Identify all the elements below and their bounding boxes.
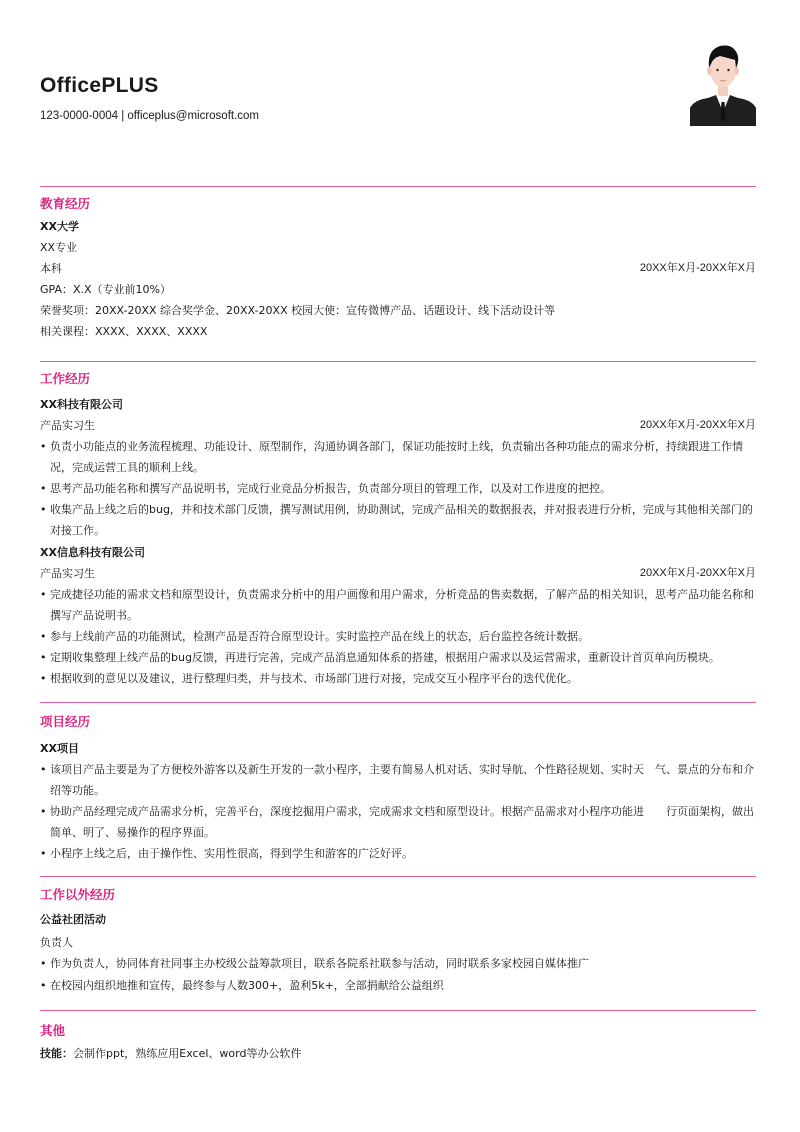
degree-row: [40, 258, 756, 279]
education-dates: 20XX年X月-20XX年X月: [639, 262, 756, 274]
company-name: XX科技有限公司: [40, 398, 123, 411]
work-section: [40, 369, 756, 694]
organization-name: 公益社团活动: [40, 913, 106, 926]
list-item: • 小程序上线之后，由于操作性、实用性很高，得到学生和游客的广泛好评。: [40, 843, 762, 864]
bullet-icon: •: [40, 482, 47, 495]
school-name: XX大学: [40, 220, 79, 233]
section-title: 工作经历: [40, 371, 91, 386]
bullet-icon: •: [40, 588, 47, 601]
list-item: • 参与上线前产品的功能测试，检测产品是否符合原型设计。实时监控产品在线上的状态，后台监控各统计数据。: [40, 626, 762, 647]
bullet-icon: •: [40, 805, 47, 818]
bullet-icon: •: [40, 503, 47, 516]
section-title: 教育经历: [40, 196, 91, 211]
education-section: [40, 194, 756, 344]
list-item: • 协助产品经理完成产品需求分析，完善平台，深度挖掘用户需求，完成需求文档和原型设计。根据产品需求对小程序功能进 行页面架构，做出简单、明了、易操作的程序界面。: [40, 801, 762, 843]
skills-label: 技能：: [40, 1047, 73, 1060]
bullet-icon: •: [40, 957, 47, 970]
section-title: 工作以外经历: [40, 887, 116, 902]
other-section: [40, 1021, 756, 1071]
degree: 本科: [40, 262, 62, 275]
project-section: [40, 712, 756, 867]
bullet-icon: •: [40, 847, 47, 860]
list-item: • 在校园内组织地推和宣传，最终参与人数300+，盈利5k+，全部捐献给公益组织: [40, 975, 762, 996]
divider: [40, 361, 756, 362]
section-title: 项目经历: [40, 714, 91, 729]
list-item: • 该项目产品主要是为了方便校外游客以及新生开发的一款小程序，主要有简易人机对话、实时导航、个性路径规划、实时天 气、景点的分布和介绍等功能。: [40, 759, 762, 801]
divider: [40, 1010, 756, 1011]
list-item: • 思考产品功能名称和撰写产品说明书，完成行业竞品分析报告，负责部分项目的管理工作，以及对工作进度的把控。: [40, 478, 762, 499]
honors: 荣誉奖项：20XX-20XX 综合奖学金、20XX-20XX 校园大使：宣传微博产品、话题设计、线下活动设计等: [40, 304, 556, 317]
list-item: • 定期收集整理上线产品的bug反馈，再进行完善，完成产品消息通知体系的搭建，根据用户需求以及运营需求，重新设计首页单向历模块。: [40, 647, 762, 668]
skills-text: 会制作ppt，熟练应用Excel、word等办公软件: [73, 1047, 302, 1060]
job-dates: 20XX年X月-20XX年X月: [639, 419, 756, 431]
job-role-row: [40, 563, 756, 584]
bullet-icon: •: [40, 763, 47, 776]
avatar-photo: [690, 40, 756, 126]
major: XX专业: [40, 241, 78, 254]
gpa: GPA：X.X（专业前10%）: [40, 283, 171, 296]
list-item: • 完成捷径功能的需求文档和原型设计，负责需求分析中的用户画像和用户需求，分析竞品的售卖数据，了解产品的相关知识，思考产品功能名称和撰写产品说明书。: [40, 584, 762, 626]
courses: 相关课程：XXXX、XXXX、XXXX: [40, 325, 208, 338]
organization-role: 负责人: [40, 936, 73, 949]
divider-top: [40, 186, 756, 187]
bullet-icon: •: [40, 672, 47, 685]
project-name: XX项目: [40, 742, 79, 755]
skills-row: [40, 1043, 756, 1064]
section-title: 其他: [40, 1023, 66, 1038]
divider: [40, 702, 756, 703]
job-role: 产品实习生: [40, 567, 95, 580]
job-dates: 20XX年X月-20XX年X月: [639, 567, 756, 579]
bullet-icon: •: [40, 979, 47, 992]
extracurricular-section: [40, 885, 756, 1000]
list-item: • 收集产品上线之后的bug，并和技术部门反馈，撰写测试用例，协助测试，完成产品相关的数据报表，并对报表进行分析，完成与其他相关部门的对接工作。: [40, 499, 762, 541]
list-item: • 根据收到的意见以及建议，进行整理归类，并与技术、市场部门进行对接，完成交互小程序平台的迭代优化。: [40, 668, 762, 689]
divider: [40, 876, 756, 877]
job-role: 产品实习生: [40, 419, 95, 432]
contact-info: 123-0000-0004 | officeplus@microsoft.com: [40, 110, 260, 122]
candidate-name: OfficePLUS: [40, 74, 159, 97]
list-item: • 作为负责人，协同体育社同事主办校级公益筹款项目，联系各院系社联参与活动，同时联系多家校园自媒体推广: [40, 953, 762, 974]
list-item: • 负责小功能点的业务流程梳理、功能设计、原型制作，沟通协调各部门，保证功能按时上线，负责输出各种功能点的需求分析，持续跟进工作情况，完成运营工具的顺利上线。: [40, 436, 762, 478]
bullet-icon: •: [40, 440, 47, 453]
bullet-icon: •: [40, 651, 47, 664]
company-name: XX信息科技有限公司: [40, 546, 145, 559]
bullet-icon: •: [40, 630, 47, 643]
job-role-row: [40, 415, 756, 436]
